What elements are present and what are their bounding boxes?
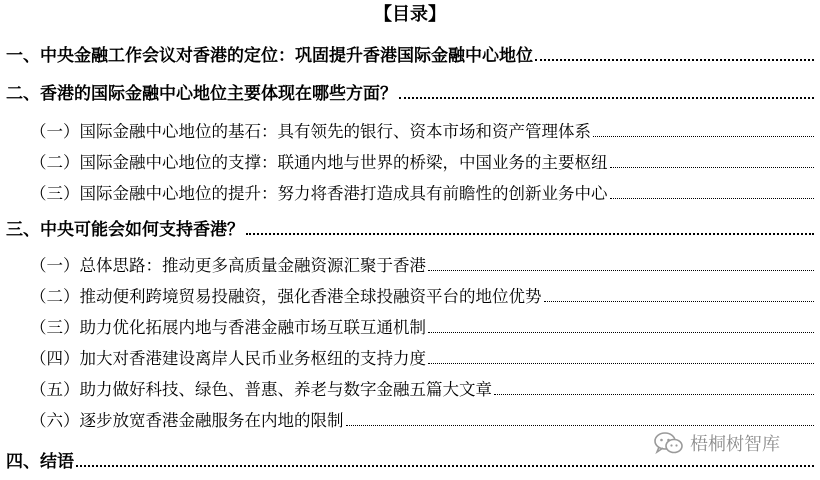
toc-entry-3-5[interactable] <box>6 374 814 400</box>
leader-dots <box>610 197 815 199</box>
toc-entry-3[interactable] <box>6 214 814 240</box>
toc-entry-3-4[interactable] <box>6 343 814 369</box>
leader-dots <box>246 232 814 235</box>
leader-dots <box>610 166 815 168</box>
toc-entry-3-1[interactable] <box>6 250 814 276</box>
toc-entry-text: （五）助力做好科技、绿色、普惠、养老与数字金融五篇大文章 <box>30 380 492 399</box>
toc-entry-text: 二、香港的国际金融中心地位主要体现在哪些方面？ <box>6 84 397 104</box>
leader-dots <box>428 362 814 364</box>
leader-dots <box>428 331 814 333</box>
toc-entry-text: （一）总体思路：推动更多高质量金融资源汇聚于香港 <box>30 256 426 275</box>
toc-entry-1[interactable] <box>6 40 814 66</box>
toc-entry-text: （三）国际金融中心地位的提升：努力将香港打造成具有前瞻性的创新业务中心 <box>30 184 608 203</box>
toc-entry-text: （二）国际金融中心地位的支撑：联通内地与世界的桥梁，中国业务的主要枢纽 <box>30 153 608 172</box>
toc-entry-2-3[interactable] <box>6 178 814 204</box>
toc-title: 【目录】 <box>374 4 446 25</box>
leader-dots <box>346 424 815 426</box>
watermark <box>654 428 780 458</box>
toc-entry-2[interactable] <box>6 78 814 104</box>
toc-entry-2-2[interactable] <box>6 147 814 173</box>
watermark-text: 梧桐树智库 <box>690 434 780 455</box>
toc-entry-3-2[interactable] <box>6 281 814 307</box>
leader-dots <box>494 393 814 395</box>
toc-entry-3-3[interactable] <box>6 312 814 338</box>
toc-entry-text: （四）加大对香港建设离岸人民币业务枢纽的支持力度 <box>30 349 426 368</box>
toc-entry-text: （一）国际金融中心地位的基石：具有领先的银行、资本市场和资产管理体系 <box>30 122 591 141</box>
toc-entry-text: （二）推动便利跨境贸易投融资，强化香港全球投融资平台的地位优势 <box>30 287 542 306</box>
wechat-icon <box>654 431 684 455</box>
toc-entry-text: 四、结语 <box>6 452 74 472</box>
toc-entry-2-1[interactable] <box>6 116 814 142</box>
toc-entry-text: 三、中央可能会如何支持香港？ <box>6 220 244 240</box>
leader-dots <box>399 96 814 99</box>
toc-entry-text: 一、中央金融工作会议对香港的定位：巩固提升香港国际金融中心地位 <box>6 46 533 66</box>
toc-entry-text: （三）助力优化拓展内地与香港金融市场互联互通机制 <box>30 318 426 337</box>
leader-dots <box>535 58 814 61</box>
leader-dots <box>593 135 814 137</box>
toc-entry-text: （六）逐步放宽香港金融服务在内地的限制 <box>30 411 344 430</box>
leader-dots <box>428 269 814 271</box>
leader-dots <box>544 300 815 302</box>
leader-dots <box>76 464 814 467</box>
